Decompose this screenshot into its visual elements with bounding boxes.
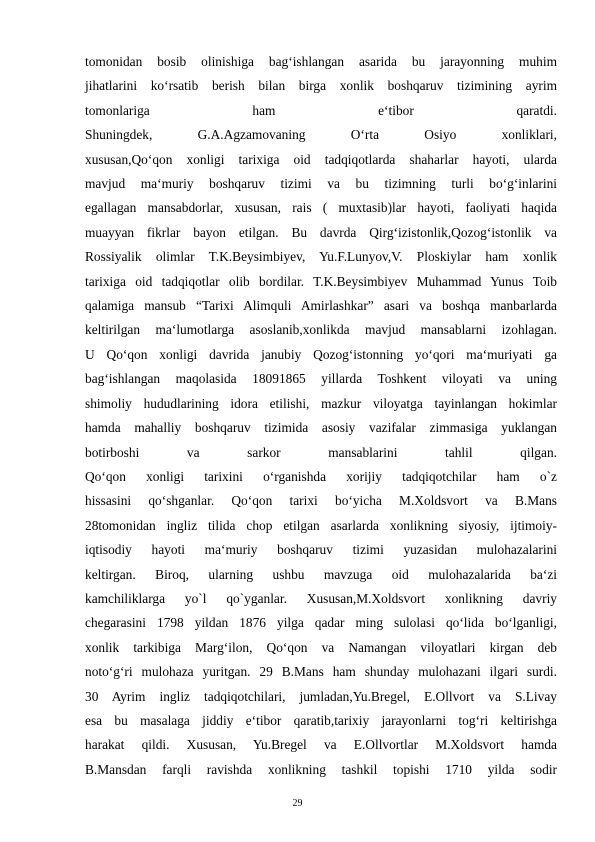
text-line: hamda mahalliy boshqaruv tizimida asosiy vazifalar zimmasiga yuklangan (85, 420, 557, 436)
document-body (85, 50, 557, 782)
text-line: kamchiliklarga yo`l qo`yganlar. Xususan,M.Xoldsvort xonlikning davriy (85, 590, 557, 606)
text-line: U Qo‘qon xonligi davrida janubiy Qozog‘istonning yo‘qori ma‘muriyati ga (85, 346, 557, 362)
text-line: botirboshi va sarkor mansablarini tahlil qilgan. (85, 444, 557, 460)
text-line: Shuningdek, G.A.Agzamovaning O‘rta Osiyo xonliklari, (85, 127, 557, 143)
text-line: shimoliy hududlarining idora etilishi, mazkur viloyatga tayinlangan hokimlar (85, 395, 557, 411)
text-line: muayyan fikrlar bayon etilgan. Bu davrda Qirg‘izistonlik,Qozog‘istonlik va (85, 224, 557, 240)
text-line: xususan,Qo‘qon xonligi tarixiga oid tadqiqotlarda shaharlar hayoti, ularda (85, 151, 557, 167)
text-line: 30 Ayrim ingliz tadqiqotchilari, jumladan,Yu.Bregel, E.Ollvort va S.Livay (85, 688, 557, 704)
text-line: keltirilgan ma‘lumotlarga asoslanib,xonlikda mavjud mansablarni izohlagan. (85, 322, 557, 338)
text-line: 28tomonidan ingliz tilida chop etilgan asarlarda xonlikning siyosiy, ijtimoiy- (85, 517, 557, 533)
page-number: 29 (292, 798, 303, 809)
text-line: chegarasini 1798 yildan 1876 yilga qadar ming sulolasi qo‘lida bo‘lganligi, (85, 615, 557, 631)
text-line: hissasini qo‘shganlar. Qo‘qon tarixi bo‘yicha M.Xoldsvort va B.Mans (85, 493, 557, 509)
text-line: Qo‘qon xonligi tarixini o‘rganishda xorijiy tadqiqotchilar ham o`z (85, 468, 557, 484)
text-line: Rossiyalik olimlar T.K.Beysimbiyev, Yu.F.Lunyov,V. Ploskiylar ham xonlik (85, 249, 557, 265)
paragraph (85, 465, 557, 782)
text-line: harakat qildi. Xususan, Yu.Bregel va E.Ollvortlar M.Xoldsvort hamda (85, 737, 557, 753)
text-line: iqtisodiy hayoti ma‘muriy boshqaruv tizimi yuzasidan mulohazalarini (85, 542, 557, 558)
text-line: keltirgan. Biroq, ularning ushbu mavzuga oid mulohazalarida ba‘zi (85, 566, 557, 582)
text-line: bag‘ishlangan maqolasida 18091865 yillarda Toshkent viloyati va uning (85, 371, 557, 387)
text-line: tarixiga oid tadqiqotlar olib bordilar. T.K.Beysimbiyev Muhammad Yunus Toib (85, 273, 557, 289)
text-line: noto‘g‘ri mulohaza yuritgan. 29 B.Mans ham shunday mulohazani ilgari surdi. (85, 664, 557, 680)
text-line: xonlik tarkibiga Marg‘ilon, Qo‘qon va Namangan viloyatlari kirgan deb (85, 639, 557, 655)
paragraph (85, 50, 557, 123)
text-line: egallagan mansabdorlar, xususan, rais ( muxtasib)lar hayoti, faoliyati haqida (85, 200, 557, 216)
text-line: jihatlarini ko‘rsatib berish bilan birga xonlik boshqaruv tizimining ayrim (85, 78, 557, 94)
text-line: tomonlariga ham e‘tibor qaratdi. (85, 102, 557, 118)
paragraph (85, 123, 557, 465)
text-line: B.Mansdan farqli ravishda xonlikning tashkil topishi 1710 yilda sodir (85, 761, 557, 777)
text-line: mavjud ma‘muriy boshqaruv tizimi va bu tizimning turli bo‘g‘inlarini (85, 176, 557, 192)
text-line: tomonidan bosib olinishiga bag‘ishlangan asarida bu jarayonning muhim (85, 54, 557, 69)
text-line: esa bu masalaga jiddiy e‘tibor qaratib,tarixiy jarayonlarni tog‘ri keltirishga (85, 712, 557, 728)
text-line: qalamiga mansub “Tarixi Alimquli Amirlashkar” asari va boshqa manbarlarda (85, 298, 557, 314)
paragraph-container (85, 50, 557, 782)
